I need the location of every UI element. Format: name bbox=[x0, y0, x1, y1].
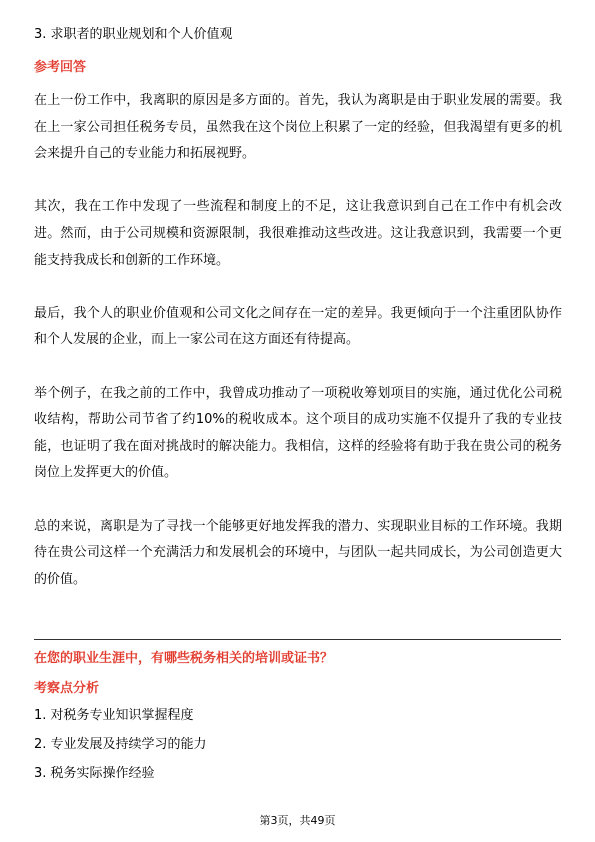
section-divider bbox=[34, 639, 561, 640]
list-item: 3. 税务实际操作经验 bbox=[34, 766, 155, 781]
answer-paragraph: 其次，我在工作中发现了一些流程和制度上的不足，这让我意识到自己在工作中有机会改进。然而，由于公司规模和资源限制，我很难推动这些改进。这让我意识到，我需要一个更能支持我成长和创新的工作环境。 bbox=[34, 199, 562, 268]
page-indicator: 第3页，共49页 bbox=[259, 814, 336, 827]
answer-paragraph: 总的来说，离职是为了寻找一个能够更好地发挥我的潜力、实现职业目标的工作环境。我期待在贵公司这样一个充满活力和发展机会的环境中，与团队一起共同成长，为公司创造更大的价值。 bbox=[34, 518, 562, 587]
answer-paragraph: 在上一份工作中，我离职的原因是多方面的。首先，我认为离职是由于职业发展的需要。我在上一家公司担任税务专员，虽然我在这个岗位上积累了一定的经验，但我渴望有更多的机会来提升自己的专业能力和拓展视野。 bbox=[34, 93, 562, 162]
item-heading: 3. 求职者的职业规划和个人价值观 bbox=[34, 27, 233, 42]
points-list bbox=[34, 707, 207, 794]
answer-paragraph: 最后，我个人的职业价值观和公司文化之间存在一定的差异。我更倾向于一个注重团队协作和个人发展的企业，而上一家公司在这方面还有待提高。 bbox=[34, 305, 562, 348]
points-title: 考察点分析 bbox=[34, 681, 100, 696]
question-heading: 在您的职业生涯中，有哪些税务相关的培训或证书？ bbox=[34, 651, 334, 666]
answer-paragraph: 举个例子，在我之前的工作中，我曾成功推动了一项税收筹划项目的实施，通过优化公司税收结构，帮助公司节省了约10%的税收成本。这个项目的成功实施不仅提升了我的专业技能，也证明了我在面对挑战时的解决能力。我相信，这样的经验将有助于我在贵公司的税务岗位上发挥更大的价值。 bbox=[34, 385, 562, 481]
list-item: 1. 对税务专业知识掌握程度 bbox=[34, 708, 194, 723]
answer-title: 参考回答 bbox=[34, 60, 87, 75]
list-item: 2. 专业发展及持续学习的能力 bbox=[34, 737, 207, 752]
answer-body bbox=[34, 88, 562, 620]
